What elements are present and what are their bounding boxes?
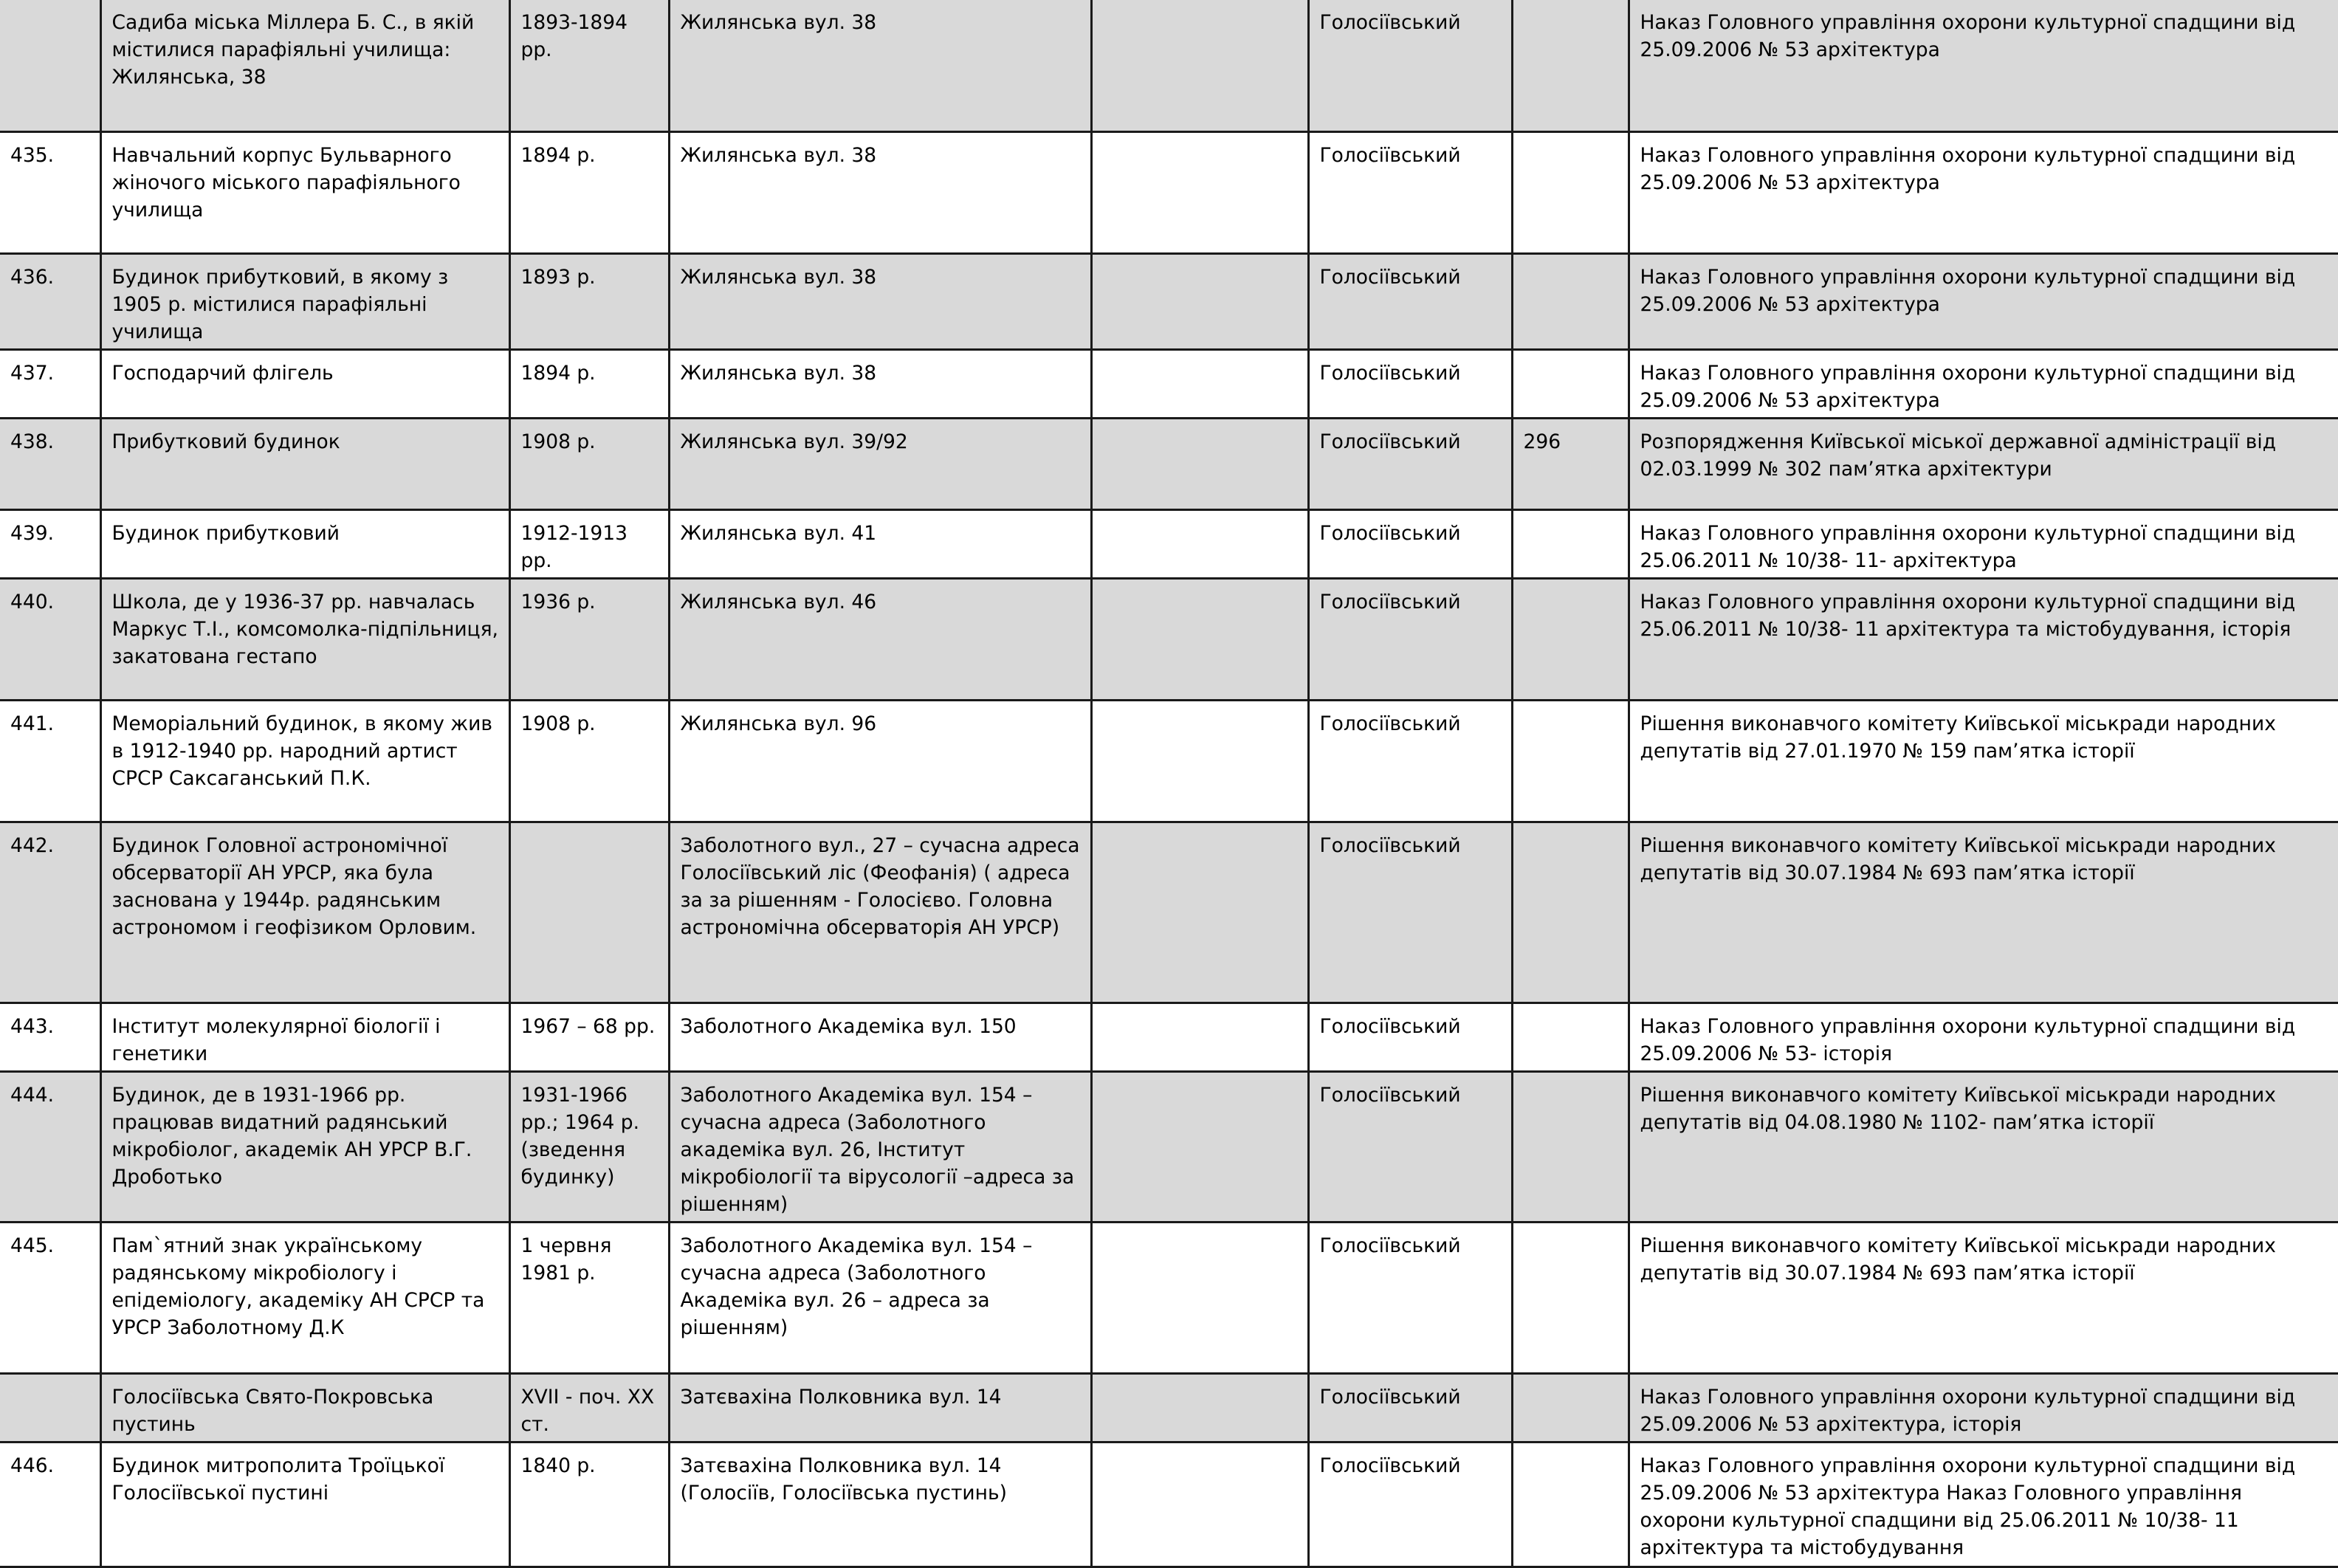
table-row <box>0 578 2338 700</box>
district-cell: Голосіївський <box>1308 1222 1512 1373</box>
row-number-cell <box>0 0 100 131</box>
district-cell: Голосіївський <box>1308 700 1512 822</box>
table-row <box>0 700 2338 822</box>
district-cell: Голосіївський <box>1308 253 1512 349</box>
table-row <box>0 1222 2338 1373</box>
object-date-cell: 1912-1913 рр. <box>509 509 669 578</box>
object-name-cell: Будинок, де в 1931-1966 рр. працював видатний радянський мікробіолог, академік АН УРСР В.Г. Дроботько <box>100 1071 509 1222</box>
row-number-cell: 437. <box>0 349 100 418</box>
object-address-cell: Заболотного вул., 27 – сучасна адреса Голосіївський ліс (Феофанія) ( адреса за за рішенням - Голосієво. Головна астрономічна обсерваторія АН УРСР) <box>669 822 1091 1003</box>
object-address-cell: Жилянська вул. 39/92 <box>669 418 1091 509</box>
object-date-cell: 1840 р. <box>509 1442 669 1567</box>
row-number-cell: 443. <box>0 1003 100 1071</box>
object-name-cell: Будинок прибутковий <box>100 509 509 578</box>
decision-document-cell: Рішення виконавчого комітету Київської міськради народних депутатів від 04.08.1980 № 1102- пам’ятка історії <box>1629 1071 2338 1222</box>
object-name-cell: Будинок митрополита Троїцької Голосіївської пустині <box>100 1442 509 1567</box>
protection-number-cell: 296 <box>1512 418 1629 509</box>
empty-cell-cell <box>1091 1003 1308 1071</box>
empty-cell-cell <box>1091 418 1308 509</box>
district-cell: Голосіївський <box>1308 349 1512 418</box>
empty-cell-cell <box>1091 1222 1308 1373</box>
object-address-cell: Заболотного Академіка вул. 154 – сучасна адреса (Заболотного академіка вул. 26, Інститут мікробіології та вірусології –адреса за рішенням) <box>669 1071 1091 1222</box>
object-address-cell: Жилянська вул. 38 <box>669 131 1091 253</box>
protection-number-cell <box>1512 253 1629 349</box>
object-address-cell: Жилянська вул. 38 <box>669 253 1091 349</box>
protection-number-cell <box>1512 1003 1629 1071</box>
row-number-cell: 444. <box>0 1071 100 1222</box>
object-address-cell: Заболотного Академіка вул. 154 –сучасна адреса (Заболотного Академіка вул. 26 – адреса за рішенням) <box>669 1222 1091 1373</box>
decision-document-cell: Наказ Головного управління охорони культурної спадщини від 25.09.2006 № 53- історія <box>1629 1003 2338 1071</box>
object-date-cell: 1893-1894 рр. <box>509 0 669 131</box>
empty-cell-cell <box>1091 700 1308 822</box>
object-name-cell: Прибутковий будинок <box>100 418 509 509</box>
decision-document-cell: Наказ Головного управління охорони культурної спадщини від 25.09.2006 № 53 архітектура, історія <box>1629 1373 2338 1442</box>
table-row <box>0 0 2338 131</box>
object-name-cell: Будинок прибутковий, в якому з 1905 р. містилися парафіяльні училища <box>100 253 509 349</box>
district-cell: Голосіївський <box>1308 131 1512 253</box>
decision-document-cell: Наказ Головного управління охорони культурної спадщини від 25.09.2006 № 53 архітектура Наказ Головного управління охорони культурної спадщини від 25.06.2011 № 10/38- 11 архітектура та містобудування <box>1629 1442 2338 1567</box>
district-cell: Голосіївський <box>1308 1373 1512 1442</box>
decision-document-cell: Наказ Головного управління охорони культурної спадщини від 25.09.2006 № 53 архітектура <box>1629 349 2338 418</box>
protection-number-cell <box>1512 1442 1629 1567</box>
table-row <box>0 418 2338 509</box>
district-cell: Голосіївський <box>1308 822 1512 1003</box>
object-name-cell: Будинок Головної астрономічної обсерваторії АН УРСР, яка була заснована у 1944р. радянським астрономом і геофізиком Орловим. <box>100 822 509 1003</box>
object-name-cell: Меморіальний будинок, в якому жив в 1912-1940 рр. народний артист СРСР Саксаганський П.К. <box>100 700 509 822</box>
object-date-cell: 1908 р. <box>509 418 669 509</box>
district-cell: Голосіївський <box>1308 1003 1512 1071</box>
object-date-cell: 1894 р. <box>509 131 669 253</box>
object-name-cell: Інститут молекулярної біології і генетики <box>100 1003 509 1071</box>
protection-number-cell <box>1512 578 1629 700</box>
object-date-cell: 1967 – 68 рр. <box>509 1003 669 1071</box>
table-row <box>0 1442 2338 1567</box>
object-date-cell: 1931-1966 рр.; 1964 р.(зведення будинку) <box>509 1071 669 1222</box>
object-name-cell: Навчальний корпус Бульварного жіночого міського парафіяльного училища <box>100 131 509 253</box>
object-name-cell: Пам`ятний знак українському радянському мікробіологу і епідеміологу, академіку АН СРСР та УРСР Заболотному Д.К <box>100 1222 509 1373</box>
empty-cell-cell <box>1091 349 1308 418</box>
row-number-cell: 445. <box>0 1222 100 1373</box>
object-address-cell: Жилянська вул. 38 <box>669 349 1091 418</box>
protection-number-cell <box>1512 1071 1629 1222</box>
object-address-cell: Жилянська вул. 41 <box>669 509 1091 578</box>
decision-document-cell: Рішення виконавчого комітету Київської міськради народних депутатів від 30.07.1984 № 693 пам’ятка історії <box>1629 1222 2338 1373</box>
object-date-cell: 1893 р. <box>509 253 669 349</box>
protection-number-cell <box>1512 131 1629 253</box>
protection-number-cell <box>1512 1222 1629 1373</box>
row-number-cell: 436. <box>0 253 100 349</box>
row-number-cell: 439. <box>0 509 100 578</box>
row-number-cell: 435. <box>0 131 100 253</box>
object-address-cell: Заболотного Академіка вул. 150 <box>669 1003 1091 1071</box>
object-date-cell <box>509 822 669 1003</box>
table-row <box>0 1003 2338 1071</box>
empty-cell-cell <box>1091 509 1308 578</box>
row-number-cell: 440. <box>0 578 100 700</box>
protection-number-cell <box>1512 0 1629 131</box>
empty-cell-cell <box>1091 131 1308 253</box>
object-address-cell: Жилянська вул. 38 <box>669 0 1091 131</box>
table-row <box>0 349 2338 418</box>
decision-document-cell: Наказ Головного управління охорони культурної спадщини від 25.06.2011 № 10/38- 11- архітектура <box>1629 509 2338 578</box>
object-name-cell: Садиба міська Міллера Б. С., в якій містилися парафіяльні училища: Жилянська, 38 <box>100 0 509 131</box>
decision-document-cell: Наказ Головного управління охорони культурної спадщини від 25.09.2006 № 53 архітектура <box>1629 0 2338 131</box>
object-date-cell: 1894 р. <box>509 349 669 418</box>
object-name-cell: Господарчий флігель <box>100 349 509 418</box>
district-cell: Голосіївський <box>1308 418 1512 509</box>
protection-number-cell <box>1512 349 1629 418</box>
protection-number-cell <box>1512 1373 1629 1442</box>
object-address-cell: Жилянська вул. 46 <box>669 578 1091 700</box>
object-address-cell: Жилянська вул. 96 <box>669 700 1091 822</box>
decision-document-cell: Рішення виконавчого комітету Київської міськради народних депутатів від 27.01.1970 № 159 пам’ятка історії <box>1629 700 2338 822</box>
table-row <box>0 1373 2338 1442</box>
object-address-cell: Затєвахіна Полковника вул. 14 (Голосіїв, Голосіївська пустинь) <box>669 1442 1091 1567</box>
object-name-cell: Школа, де у 1936-37 рр. навчалась Маркус Т.І., комсомолка-підпільниця, закатована гестапо <box>100 578 509 700</box>
protection-number-cell <box>1512 509 1629 578</box>
protection-number-cell <box>1512 822 1629 1003</box>
table-row <box>0 253 2338 349</box>
object-date-cell: XVII - поч. XX ст. <box>509 1373 669 1442</box>
object-name-cell: Голосіївська Свято-Покровська пустинь <box>100 1373 509 1442</box>
row-number-cell: 446. <box>0 1442 100 1567</box>
empty-cell-cell <box>1091 822 1308 1003</box>
empty-cell-cell <box>1091 0 1308 131</box>
row-number-cell: 441. <box>0 700 100 822</box>
district-cell: Голосіївський <box>1308 578 1512 700</box>
object-address-cell: Затєвахіна Полковника вул. 14 <box>669 1373 1091 1442</box>
district-cell: Голосіївський <box>1308 1071 1512 1222</box>
empty-cell-cell <box>1091 578 1308 700</box>
table-row <box>0 131 2338 253</box>
empty-cell-cell <box>1091 1071 1308 1222</box>
object-date-cell: 1 червня 1981 р. <box>509 1222 669 1373</box>
row-number-cell: 442. <box>0 822 100 1003</box>
object-date-cell: 1936 р. <box>509 578 669 700</box>
protection-number-cell <box>1512 700 1629 822</box>
district-cell: Голосіївський <box>1308 509 1512 578</box>
table-row <box>0 822 2338 1003</box>
decision-document-cell: Рішення виконавчого комітету Київської міськради народних депутатів від 30.07.1984 № 693 пам’ятка історії <box>1629 822 2338 1003</box>
object-date-cell: 1908 р. <box>509 700 669 822</box>
row-number-cell: 438. <box>0 418 100 509</box>
decision-document-cell: Наказ Головного управління охорони культурної спадщини від 25.06.2011 № 10/38- 11 архітектура та містобудування, історія <box>1629 578 2338 700</box>
decision-document-cell: Наказ Головного управління охорони культурної спадщини від 25.09.2006 № 53 архітектура <box>1629 253 2338 349</box>
table-row <box>0 509 2338 578</box>
empty-cell-cell <box>1091 253 1308 349</box>
district-cell: Голосіївський <box>1308 1442 1512 1567</box>
decision-document-cell: Наказ Головного управління охорони культурної спадщини від 25.09.2006 № 53 архітектура <box>1629 131 2338 253</box>
district-cell: Голосіївський <box>1308 0 1512 131</box>
empty-cell-cell <box>1091 1373 1308 1442</box>
empty-cell-cell <box>1091 1442 1308 1567</box>
row-number-cell <box>0 1373 100 1442</box>
decision-document-cell: Розпорядження Київської міської державної адміністрації від 02.03.1999 № 302 пам’ятка архітектури <box>1629 418 2338 509</box>
table-row <box>0 1071 2338 1222</box>
